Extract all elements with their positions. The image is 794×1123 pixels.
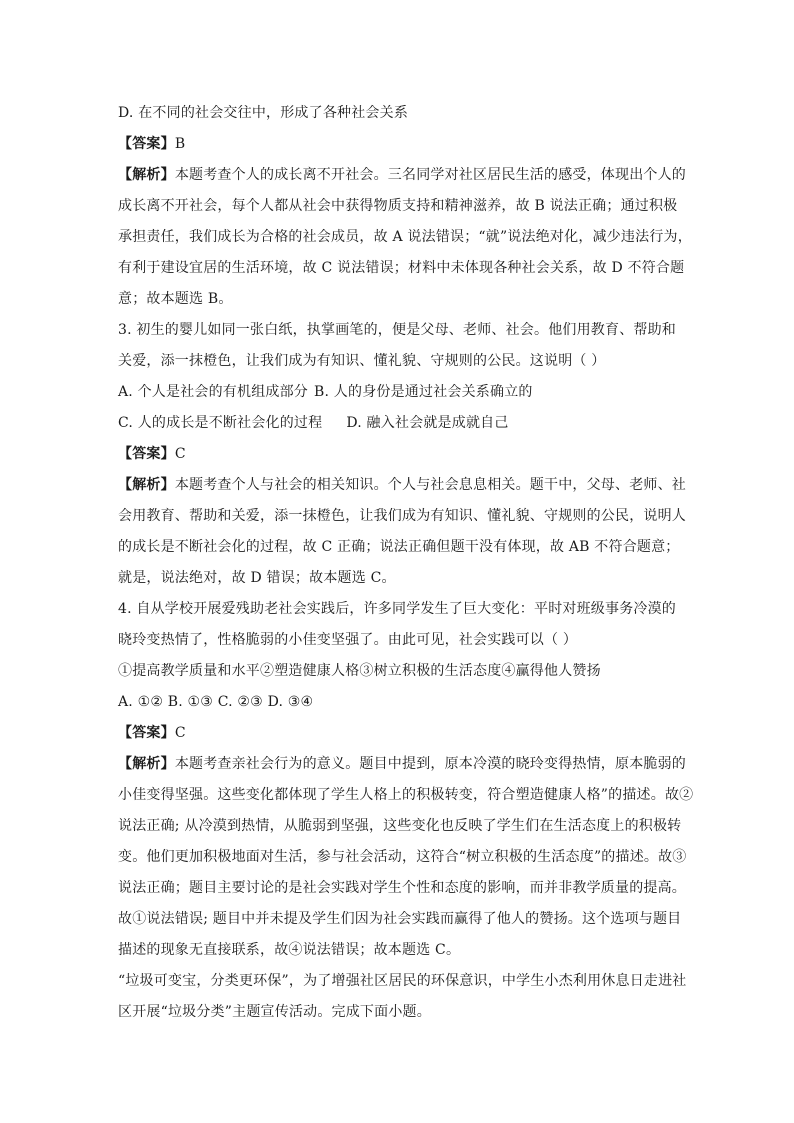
q2-analysis-line-5: 意；故本题选 B。 (118, 291, 233, 307)
analysis-text: 本题考查个人的成长离不开社会。三名同学对社区居民生活的感受，体现出个人的 (174, 167, 687, 183)
q2-analysis-line-2: 成长离不开社会，每个人都从社会中获得物质支持和精神滋养，故 B 说法正确；通过积极 (118, 198, 678, 214)
q2-analysis-line-4: 有利于建设宜居的生活环境，故 C 说法错误；材料中未体现各种社会关系，故 D 不符合题 (118, 260, 685, 276)
q4-analysis-line-2: 小佳变得坚强。这些变化都体现了学生人格上的积极转变，符合塑造健康人格”的描述。故② (118, 787, 694, 803)
q3-analysis-line-1 (118, 470, 687, 501)
analysis-tag: 【解析】 (118, 167, 175, 183)
q3-option-a: A. 个人是社会的有机组成部分 (118, 384, 309, 400)
answer-value: C (174, 446, 186, 462)
q4-analysis-line-6: 故①说法错误; 题目中并未提及学生们因为社会实践而赢得了他人的赞扬。这个选项与题目 (118, 911, 682, 927)
q3-options-cd (118, 408, 684, 439)
answer-value: B (174, 136, 186, 152)
q4-stem-line-1: 4. 自从学校开展爱残助老社会实践后，许多同学发生了巨大变化：平时对班级事务冷漠的 (118, 601, 677, 617)
q4-stem-line-2: 晓玲变热情了，性格脆弱的小佳变坚强了。由此可见，社会实践可以（ ） (118, 632, 578, 648)
q4-analysis-line-7: 描述的现象无直接联系，故④说法错误；故本题选 C。 (118, 942, 461, 958)
q4-options: A. ①② B. ①③ C. ②③ D. ③④ (118, 694, 314, 710)
q3-option-c: C. 人的成长是不断社会化的过程 (118, 415, 323, 431)
analysis-text: 本题考查个人与社会的相关知识。个人与社会息息相关。题干中，父母、老师、社 (174, 477, 687, 493)
intro-line-2: 区开展“垃圾分类”主题宣传活动。完成下面小题。 (118, 1004, 431, 1020)
intro-line-1: “垃圾可变宝，分类更环保”，为了增强社区居民的环保意识，中学生小杰利用休息日走进社 (118, 973, 687, 989)
q4-analysis-line-5: 说法正确；题目主要讨论的是社会实践对学生个性和态度的影响，而并非教学质量的提高。 (118, 880, 686, 896)
q3-option-d: D. 融入社会就是成就自己 (346, 415, 509, 431)
q2-analysis-line-1 (118, 160, 687, 191)
answer-tag: 【答案】 (118, 725, 175, 741)
answer-tag: 【答案】 (118, 136, 175, 152)
q4-answer (118, 718, 684, 749)
q4-analysis-line-4: 变。他们更加积极地面对生活，参与社会活动，这符合“树立积极的生活态度”的描述。故③ (118, 849, 687, 865)
document-page (118, 98, 694, 1028)
q2-analysis-line-3: 承担责任，我们成长为合格的社会成员，故 A 说法错误；“就”说法绝对化，减少违法行为， (118, 229, 692, 245)
q4-analysis-line-3: 说法正确; 从冷漠到热情，从脆弱到坚强，这些变化也反映了学生们在生活态度上的积极转 (118, 818, 682, 834)
analysis-text: 本题考查亲社会行为的意义。题目中提到，原本冷漠的晓玲变得热情，原本脆弱的 (174, 756, 687, 772)
q3-analysis-line-3: 的成长是不断社会化的过程，故 C 正确；说法正确但题干没有体现，故 AB 不符合题意； (118, 539, 680, 555)
analysis-tag: 【解析】 (118, 477, 175, 493)
q3-analysis-line-2: 会用教育、帮助和关爱，添一抹橙色，让我们成为有知识、懂礼貌、守规则的公民，说明人 (118, 508, 686, 524)
q4-choices: ①提高教学质量和水平②塑造健康人格③树立积极的生活态度④赢得他人赞扬 (118, 663, 601, 679)
q4-analysis-line-1 (118, 749, 687, 780)
q3-answer (118, 439, 684, 470)
q3-stem-line-2: 关爱，添一抹橙色，让我们成为有知识、懂礼貌、守规则的公民。这说明（ ） (118, 353, 606, 369)
q3-option-b: B. 人的身份是通过社会关系确立的 (314, 384, 533, 400)
answer-value: C (174, 725, 186, 741)
analysis-tag: 【解析】 (118, 756, 175, 772)
q3-options-ab (118, 377, 684, 408)
q3-stem-line-1: 3. 初生的婴儿如同一张白纸，执掌画笔的，便是父母、老师、社会。他们用教育、帮助和 (118, 322, 677, 338)
q2-option-d: D. 在不同的社会交往中，形成了各种社会关系 (118, 105, 409, 121)
answer-tag: 【答案】 (118, 446, 175, 462)
q3-analysis-line-4: 就是，说法绝对，故 D 错误；故本题选 C。 (118, 570, 396, 586)
q2-answer (118, 129, 684, 160)
